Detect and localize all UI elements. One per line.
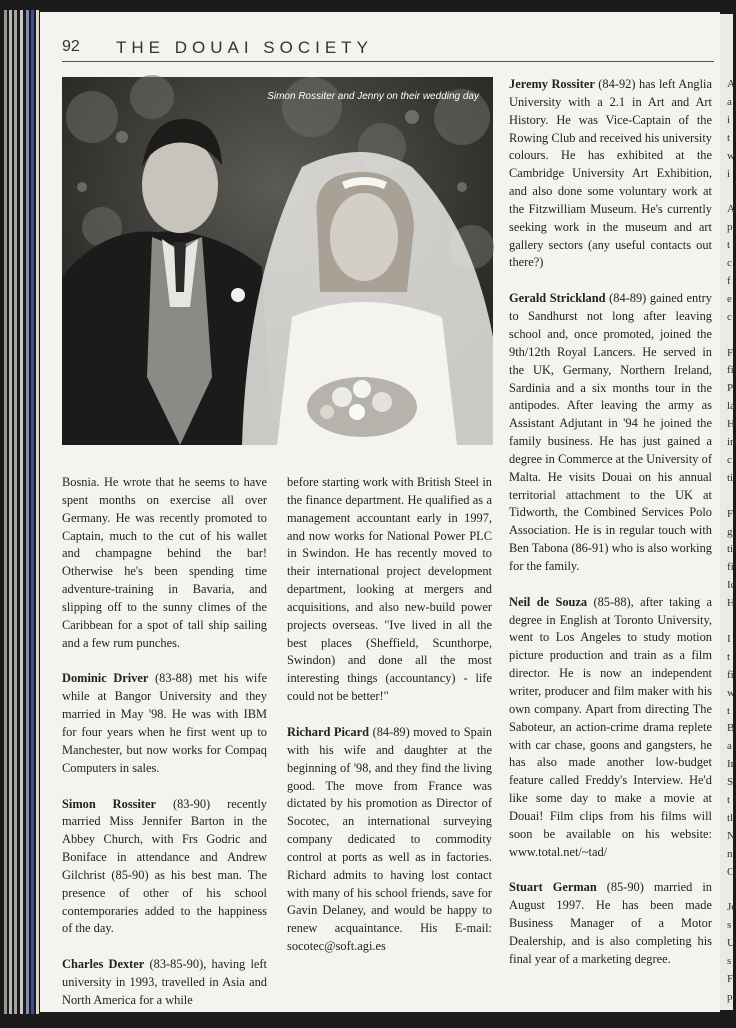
facing-page-fragment: ti xyxy=(727,543,734,556)
facing-page-fragment: A xyxy=(727,78,735,90)
facing-page-fragment: t xyxy=(727,704,731,717)
facing-page-fragment: c xyxy=(727,453,732,466)
article-paragraph xyxy=(509,879,712,968)
facing-page-fragment: F xyxy=(727,346,734,359)
facing-page-fragment: N xyxy=(727,829,735,842)
facing-page-fragment: I xyxy=(727,632,731,645)
facing-page-fragment: C xyxy=(727,865,735,878)
facing-page-fragment: e xyxy=(727,292,732,305)
facing-page-fragment: B xyxy=(727,722,735,735)
facing-page-fragment: i xyxy=(727,167,731,180)
page-number: 92 xyxy=(62,38,80,55)
facing-page-fragment: a xyxy=(727,95,732,108)
facing-page-fragment: S xyxy=(727,776,734,789)
facing-page-fragment: Je xyxy=(727,901,736,914)
facing-page-fragment: f xyxy=(727,274,731,287)
facing-page-fragment: fi xyxy=(727,364,734,377)
facing-page-fragment: c xyxy=(727,310,732,323)
facing-page-fragment: p xyxy=(727,221,733,234)
alumnus-name: Gerald Strickland xyxy=(509,291,606,306)
header-rule xyxy=(62,61,714,62)
facing-page-fragment: w xyxy=(727,686,735,699)
facing-page-fragment: t xyxy=(727,131,731,144)
facing-page-fragment: in xyxy=(727,436,736,448)
facing-page-fragment: p xyxy=(727,990,733,1003)
paragraph-text: (84-89) moved to Spain with his wife and daughter at the beginning of '98, and they find the living good. The move from France was dictated by his promotion as Director of Socotec, an international surveying company dedicated to commodity control at ports as well as in factories. Richard admits to having lost contact with many of his school friends, save for Gavin Delaney, and would be happy to renew acquaintance. His E-mail: socotec@soft.agi.es xyxy=(287,724,493,954)
alumnus-name: Dominic Driver xyxy=(62,671,149,686)
facing-page-fragment: t xyxy=(727,650,731,663)
alumnus-name: Richard Picard xyxy=(287,724,370,739)
article-paragraph xyxy=(509,76,712,272)
article-paragraph xyxy=(509,290,712,576)
facing-page-fragment: fi xyxy=(727,668,734,681)
article-paragraph xyxy=(62,474,267,652)
column-3 xyxy=(509,76,712,987)
wedding-photo-image xyxy=(62,77,493,445)
alumnus-name: Simon Rossiter xyxy=(62,796,157,811)
article-paragraph xyxy=(62,956,267,1010)
facing-page-fragment: Ic xyxy=(727,579,736,592)
article-paragraph xyxy=(62,796,267,939)
column-1 xyxy=(62,474,267,1028)
photo-caption: Simon Rossiter and Jenny on their wedding day xyxy=(267,91,479,102)
paragraph-text: (83-85-90), having left university in 1993, travelled in Asia and North America for a while xyxy=(62,957,267,1007)
facing-page-fragment: U xyxy=(727,937,735,950)
alumnus-name: Charles Dexter xyxy=(62,957,145,972)
facing-page-fragment: H xyxy=(727,418,735,431)
facing-page-fragment: P xyxy=(727,382,734,395)
facing-page-fragment: s xyxy=(727,919,732,932)
alumnus-name: Neil de Souza xyxy=(509,594,588,609)
facing-page-fragment: n xyxy=(727,847,733,860)
wedding-photo xyxy=(62,77,493,445)
paragraph-text: (83-88) met his wife while at Bangor University and they married in May '98. He was with IBM for four years when he first went up to Manchester, but now works for Compaq Computers in sales. xyxy=(62,671,267,775)
facing-page-fragment: ti xyxy=(727,471,734,484)
facing-page-fragment: H xyxy=(727,597,735,610)
facing-page-fragment: Ir xyxy=(727,758,735,771)
alumnus-name: Jeremy Rossiter xyxy=(509,77,595,91)
article-paragraph xyxy=(287,724,492,956)
column-2 xyxy=(287,474,492,974)
book-page-stack xyxy=(0,10,40,1014)
paragraph-text: (85-90) married in August 1997. He has been made Business Manager of a Motor Dealership, and is also completing his final year of a marketing degree. xyxy=(509,880,712,966)
facing-page-fragment: g xyxy=(727,525,733,538)
article-paragraph xyxy=(62,670,267,777)
paragraph-text: (84-92) has left Anglia University with a 2.1 in Art and Art History. He was Vice-Captain of the Rowing Club and received his university colours. He has exhibited at the Cambridge University Art Exhibition, and also done some voluntary work at the Fitzwilliam Museum. He's currently seeking work in the museum and art gallery sectors (any useful contacts out there?) xyxy=(509,77,712,270)
facing-page-fragment: c xyxy=(727,257,732,269)
article-paragraph xyxy=(509,594,712,862)
paragraph-text: (84-89) gained entry to Sandhurst not long after leaving school and, once promoted, joined the 9th/12th Royal Lancers. He served in the UK, Germany, Northern Ireland, Sardinia and a six months tour in the antipodes. After leaving the army as Assistant Adjutant in '94 he joined the family business. He has just gained a degree in Commerce at the University of Malta. He visits Douai on his annual territorial attachment to the UK at Tidworth, the Combined Services Polo Association. He is in regular touch with Ben Tabona (86-91) who is also working for the family. xyxy=(509,291,712,573)
facing-page-fragment: s xyxy=(727,955,732,968)
facing-page-fragment: fi xyxy=(727,561,734,574)
paragraph-text: before starting work with British Steel in the finance department. He qualified as a management accountant early in 1997, and now works for National Power PLC in Swindon. He has recently moved to their international project development department, looking at mergers and acquisitions, and also new-build power projects overseas. "Ive lived in all the best places (Sheffield, Scunthorpe, Swindon) and done all the most interesting things (accountancy) - life could not be better!" xyxy=(287,475,492,704)
facing-page-fragment: i xyxy=(727,113,731,126)
facing-page-fragment: F xyxy=(727,507,734,520)
facing-page-fragment: A xyxy=(727,203,735,216)
facing-page-fragment: tl xyxy=(727,811,734,824)
facing-page-fragment: t xyxy=(727,239,731,252)
facing-page-fragment: t xyxy=(727,794,731,806)
facing-page-fragment: w xyxy=(727,149,735,162)
paragraph-text: Bosnia. He wrote that he seems to have spent months on exercise all over Germany. He was recently promoted to Captain, much to the cut of his wallet and champagne behind the bar! Otherwise he's been spending time adventure-training in Bavaria, and slipping off to the sunny climes of the Caribbean for a spot of tall ship sailing and a few rum punches. xyxy=(62,475,267,650)
running-title: THE DOUAI SOCIETY xyxy=(116,38,373,57)
paragraph-text: (85-88), after taking a degree in English at Toronto University, went to Los Angeles to study motion picture production and train as a film director. He is now an independent writer, producer and film maker with his own company. Apart from directing The Saboteur, an action-crime drama replete with car chase, goons and gangsters, he has also made another low-budget feature called Freddy's Interview. He'd like some day to make a movie at Douai! Film clips from his films will soon be available on his website: www.total.net/~tad/ xyxy=(509,594,712,859)
paragraph-text: (83-90) recently married Miss Jennifer Barton in the Abbey Church, with Frs Godric and Boniface in attendance and Andrew Gilchrist (85-90) as his best man. The presence of other of his school contemporaries added to the happiness of the day. xyxy=(62,796,267,936)
article-paragraph xyxy=(287,474,492,706)
facing-page-edge xyxy=(720,14,736,1010)
facing-page-fragment: F xyxy=(727,973,734,985)
facing-page-fragment: a xyxy=(727,740,732,753)
alumnus-name: Stuart German xyxy=(509,880,597,895)
facing-page-fragment: la xyxy=(727,400,735,413)
